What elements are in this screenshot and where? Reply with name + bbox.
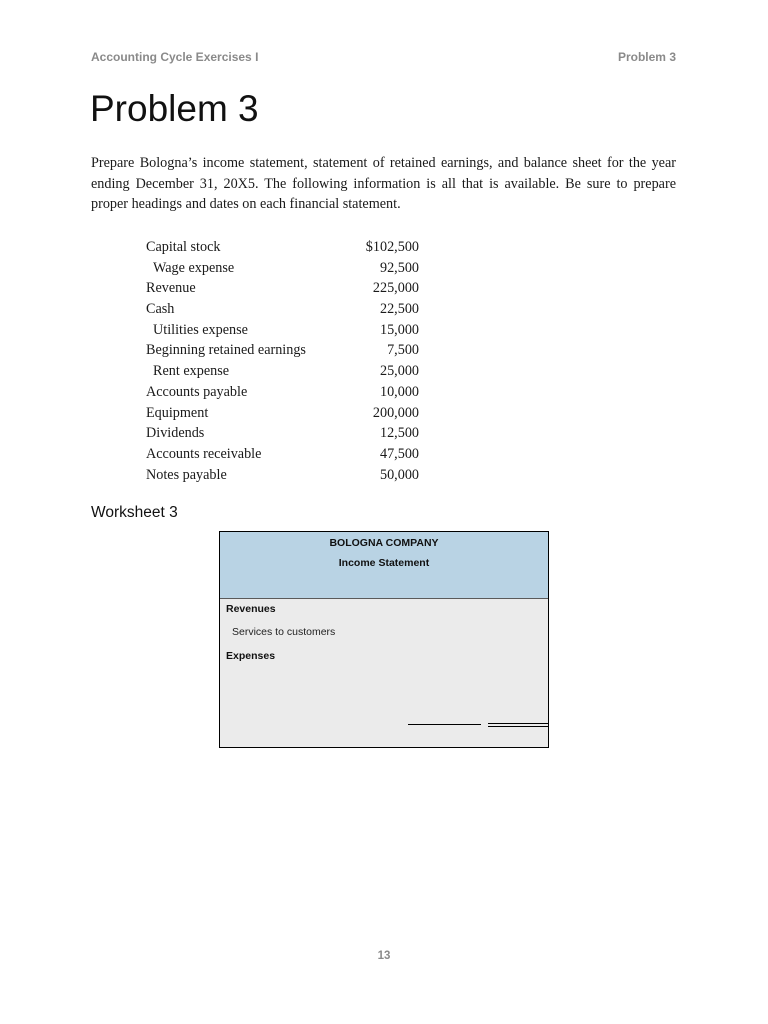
- account-amount: 7,500: [387, 342, 419, 359]
- account-label: Accounts receivable: [146, 445, 262, 462]
- services-to-customers-label: Services to customers: [232, 626, 336, 638]
- subtotal-underline: [408, 724, 481, 725]
- account-label: Cash: [146, 301, 175, 318]
- account-label: Dividends: [146, 425, 205, 442]
- account-amount: 25,000: [379, 363, 419, 380]
- account-label: Revenue: [146, 280, 196, 297]
- account-amount: 12,500: [379, 425, 419, 442]
- account-row: [146, 340, 419, 361]
- account-row: [146, 465, 419, 486]
- account-amount: 225,000: [372, 280, 419, 297]
- account-row: [146, 403, 419, 424]
- total-double-underline: [488, 723, 549, 727]
- account-label: Capital stock: [146, 239, 221, 255]
- company-name: BOLOGNA COMPANY: [329, 537, 439, 549]
- expenses-heading: Expenses: [226, 650, 276, 662]
- worksheet-title: Worksheet 3: [91, 504, 178, 521]
- account-row: [146, 299, 419, 320]
- page-number: 13: [377, 950, 391, 962]
- account-row: [146, 423, 419, 444]
- account-row: [146, 237, 419, 258]
- account-label: Wage expense: [153, 259, 235, 276]
- account-row: [146, 320, 419, 341]
- running-header-left: Accounting Cycle Exercises I: [91, 50, 259, 64]
- account-balance-list: [146, 237, 419, 485]
- account-amount: 200,000: [372, 404, 419, 421]
- worksheet-body: [220, 599, 548, 747]
- account-row: [146, 361, 419, 382]
- worksheet-header: [220, 532, 548, 599]
- account-amount: 92,500: [379, 259, 419, 276]
- account-label: Notes payable: [146, 466, 227, 483]
- account-row: [146, 444, 419, 465]
- account-row: [146, 278, 419, 299]
- account-label: Rent expense: [153, 363, 230, 380]
- account-amount: $102,500: [365, 239, 419, 255]
- account-label: Utilities expense: [153, 321, 248, 338]
- account-label: Equipment: [146, 404, 209, 421]
- account-label: Beginning retained earnings: [146, 342, 306, 359]
- account-amount: 47,500: [379, 445, 419, 462]
- account-amount: 22,500: [379, 301, 419, 318]
- page-title: Problem 3: [90, 88, 259, 129]
- income-statement-worksheet: [219, 531, 549, 748]
- account-amount: 50,000: [379, 466, 419, 483]
- account-label: Accounts payable: [146, 383, 248, 400]
- account-amount: 15,000: [379, 321, 419, 338]
- problem-instructions: Prepare Bologna’s income statement, statement of retained earnings, and balance sheet for the year ending December 31, 20X5. The following information is all that is available. Be sure to prepare proper headings and dates on each financial statement.: [91, 155, 676, 213]
- running-header: [91, 50, 676, 64]
- account-row: [146, 258, 419, 279]
- running-header-right: Problem 3: [617, 50, 676, 64]
- account-row: [146, 382, 419, 403]
- statement-name: Income Statement: [338, 557, 430, 569]
- revenues-heading: Revenues: [226, 603, 276, 615]
- account-amount: 10,000: [379, 383, 419, 400]
